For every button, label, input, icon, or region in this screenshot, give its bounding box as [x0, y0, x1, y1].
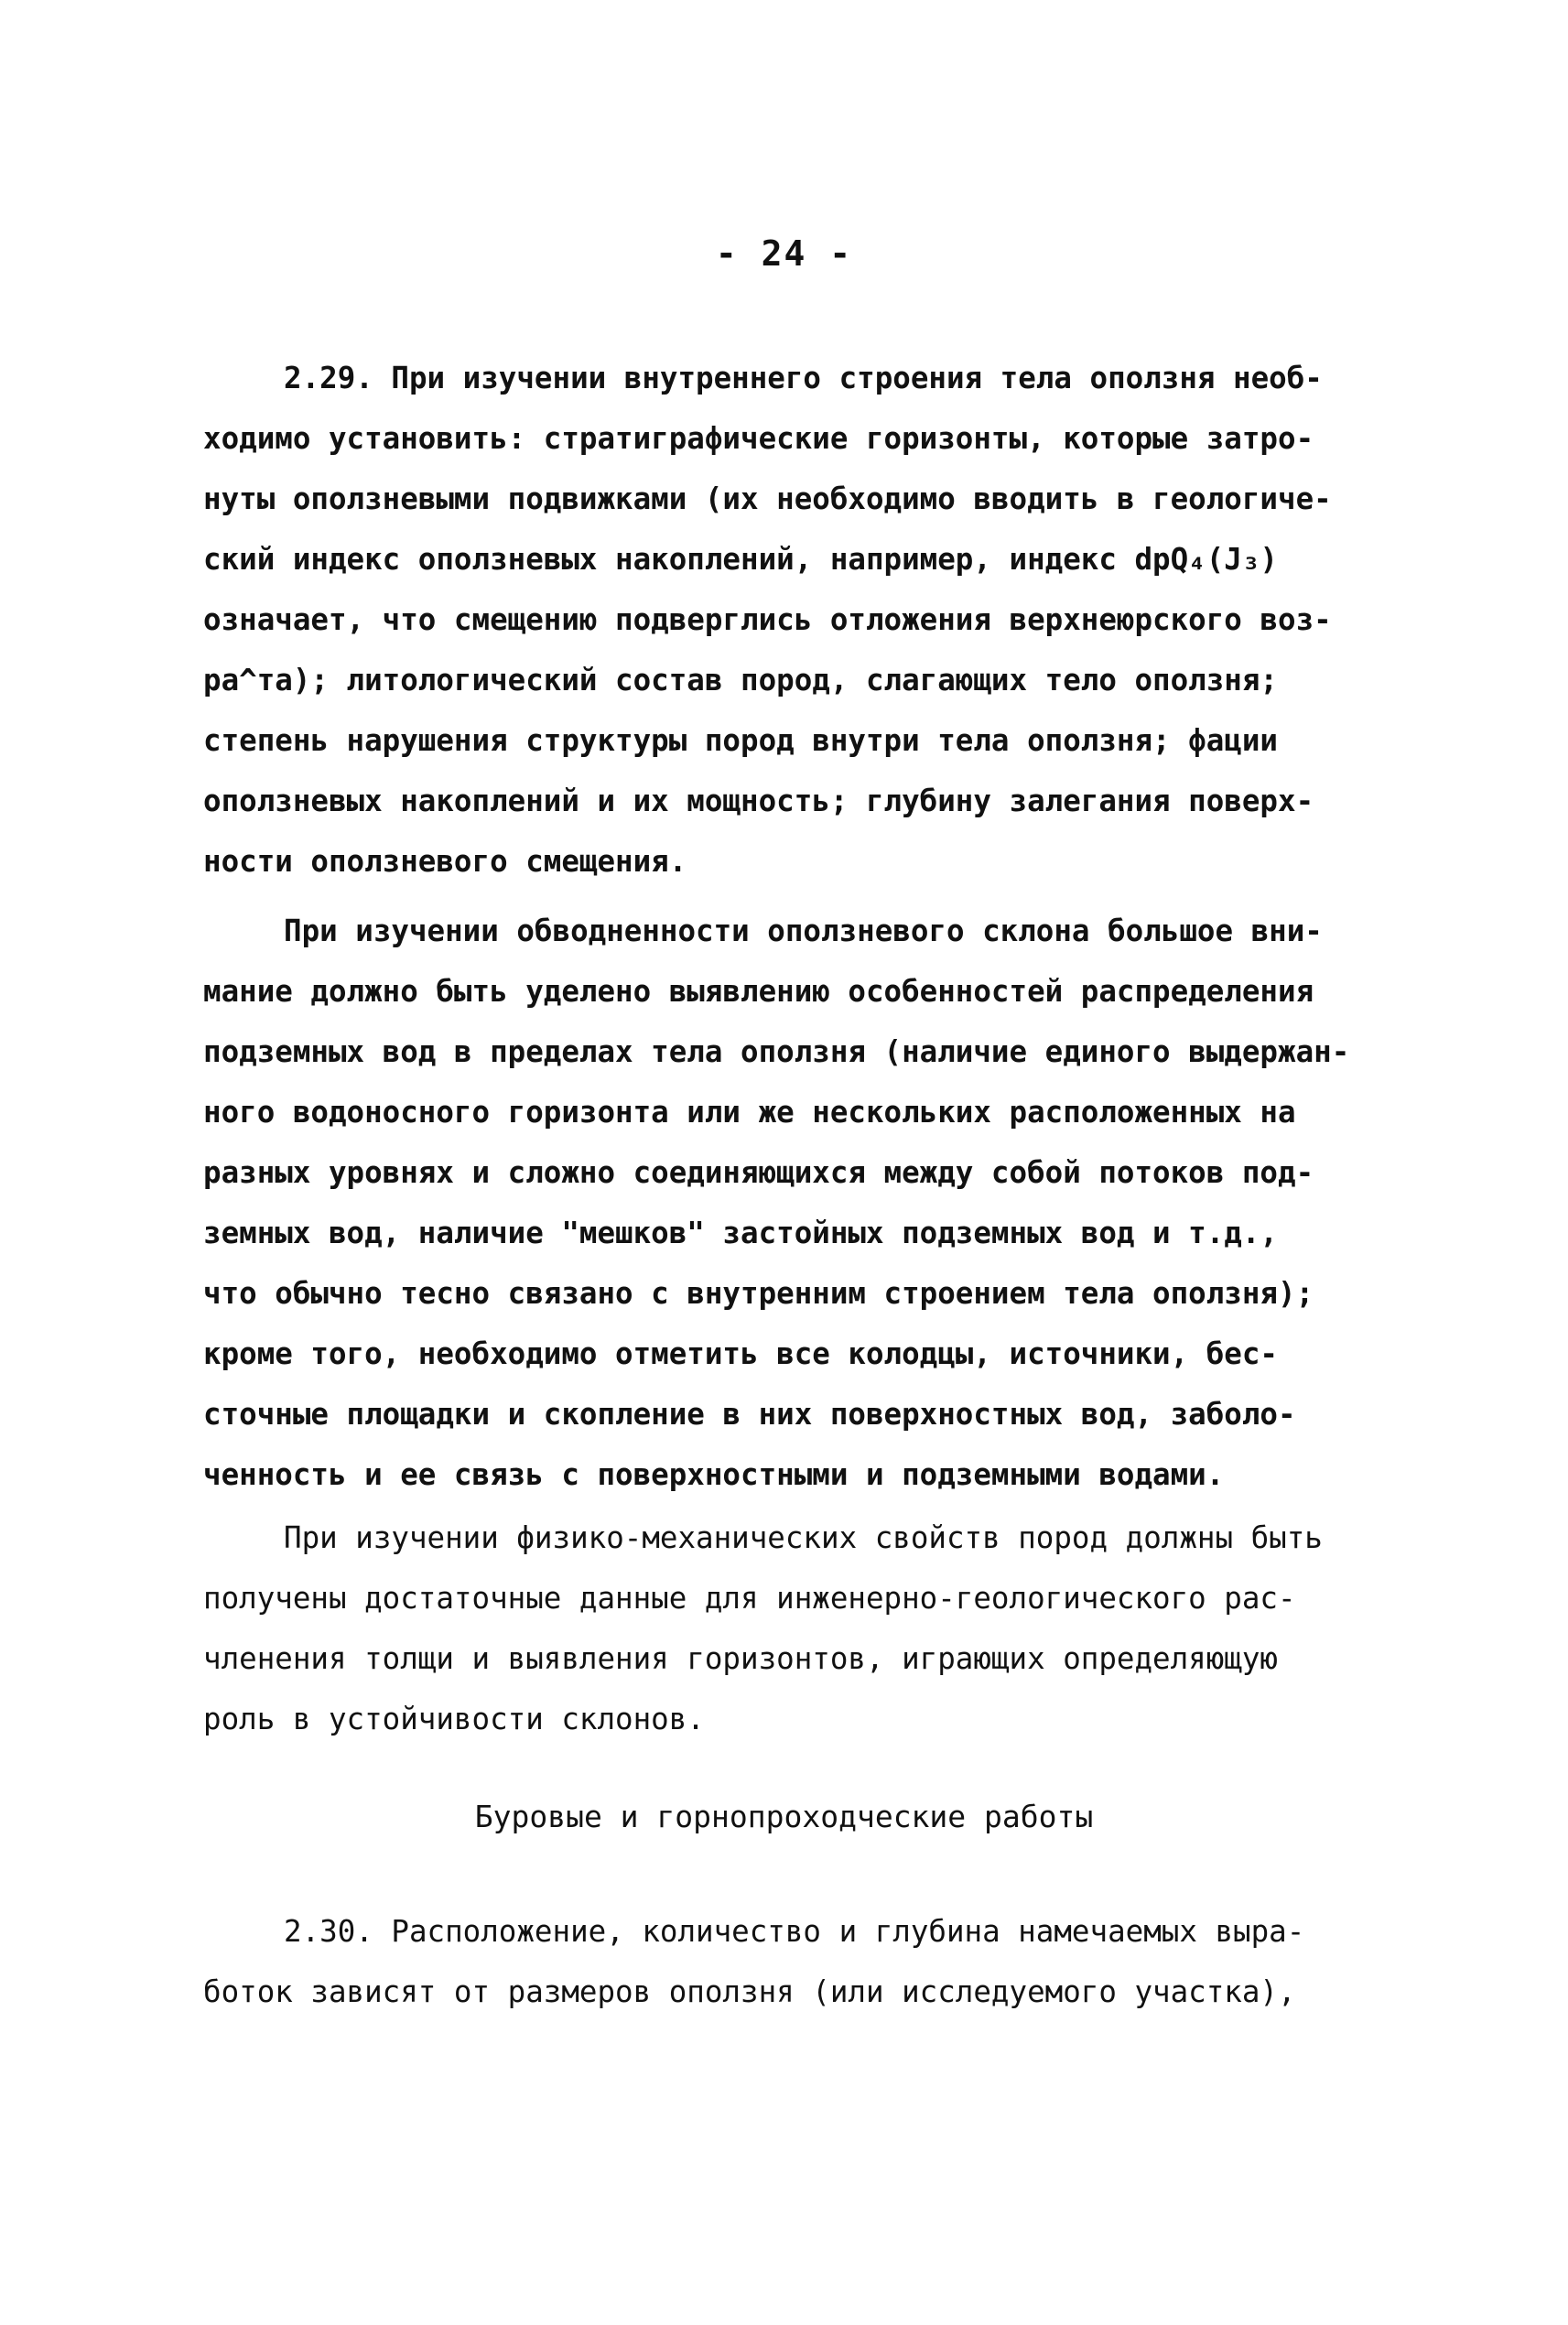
text-line: ходимо установить: стратиграфические горизонты, которые затро- [203, 421, 1314, 456]
text-line: подземных вод в пределах тела оползня (наличие единого выдержан- [203, 1034, 1350, 1069]
text-line: сточные площадки и скопление в них поверхностных вод, заболо- [203, 1397, 1296, 1432]
text-line: земных вод, наличие "мешков" застойных подземных вод и т.д., [203, 1216, 1278, 1250]
text-line: ченность и ее связь с поверхностными и подземными водами. [203, 1457, 1225, 1492]
text-line: мание должно быть уделено выявлению особенностей распределения [203, 974, 1314, 1009]
page-number: - 24 - [715, 233, 853, 274]
text-line: При изучении физико-механических свойств пород должны быть [284, 1520, 1323, 1555]
text-line: кроме того, необходимо отметить все колодцы, источники, бес- [203, 1336, 1278, 1371]
text-line: роль в устойчивости склонов. [203, 1702, 705, 1736]
text-line: ного водоносного горизонта или же нескольких расположенных на [203, 1095, 1296, 1130]
text-line: 2.30. Расположение, количество и глубина намечаемых выра- [284, 1914, 1305, 1949]
text-line: При изучении обводненности оползневого склона большое вни- [284, 914, 1323, 948]
text-line: получены достаточные данные для инженерно-геологического рас- [203, 1581, 1296, 1616]
text-line: степень нарушения структуры пород внутри тела оползня; фации [203, 723, 1278, 758]
text-line: ский индекс оползневых накоплений, например, индекс dpQ₄(J₃) [203, 542, 1278, 577]
text-line: означает, что смещению подверглись отложения верхнеюрского воз- [203, 602, 1332, 637]
text-line: что обычно тесно связано с внутренним строением тела оползня); [203, 1276, 1314, 1311]
text-line: 2.29. При изучении внутреннего строения тела оползня необ- [284, 361, 1323, 395]
text-line: разных уровнях и сложно соединяющихся между собой потоков под- [203, 1155, 1314, 1190]
section-heading: Буровые и горнопроходческие работы [474, 1799, 1094, 1834]
text-line: членения толщи и выявления горизонтов, играющих определяющую [203, 1641, 1278, 1676]
text-line: ра^та); литологический состав пород, слагающих тело оползня; [203, 663, 1278, 698]
text-line: оползневых накоплений и их мощность; глубину залегания поверх- [203, 784, 1314, 818]
text-line: ности оползневого смещения. [203, 844, 687, 879]
text-line: боток зависят от размеров оползня (или исследуемого участка), [203, 1974, 1296, 2009]
text-line: нуты оползневыми подвижками (их необходимо вводить в геологиче- [203, 481, 1332, 516]
